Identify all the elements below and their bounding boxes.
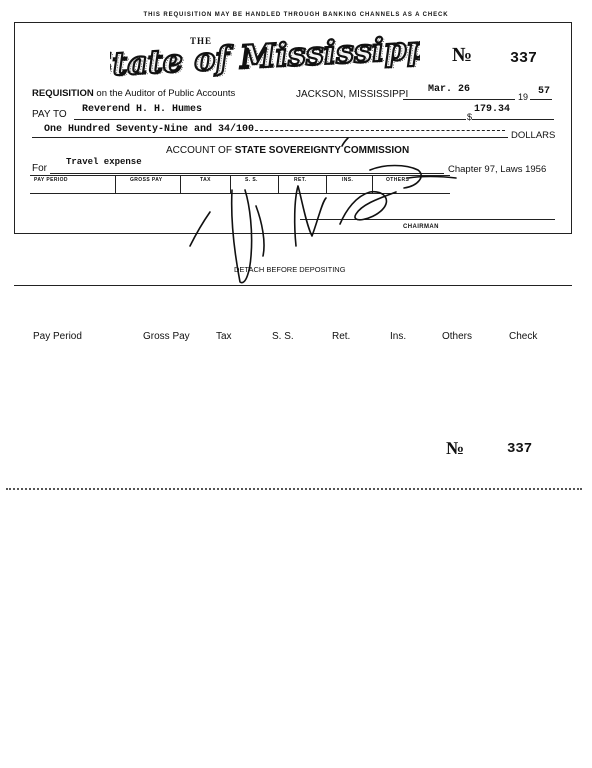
stub-number-label: № [446, 438, 465, 458]
logo-shadow-text: State of Mississippi [110, 33, 420, 79]
stub-col-ret: Ret. [332, 331, 351, 342]
stub-col-check: Check [509, 331, 538, 342]
payee-name: Reverend H. H. Humes [82, 104, 203, 115]
heading-the: THE [190, 36, 213, 46]
account-name: STATE SOVEREIGNTY COMMISSION [234, 145, 410, 156]
col-ret: RET. [294, 177, 307, 183]
col-tax: TAX [200, 177, 211, 183]
number-label: № [452, 44, 473, 66]
logo-title-text: State of Mississippi [110, 33, 420, 79]
stub-col-pay-period: Pay Period [33, 331, 82, 342]
col-gross-pay: GROSS PAY [130, 177, 163, 183]
requisition-rest: on the Auditor of Public Accounts [96, 88, 236, 99]
amount-in-words: One Hundred Seventy-Nine and 34/100 [44, 124, 255, 135]
account-prefix: ACCOUNT OF [166, 145, 232, 156]
stub-col-ss: S. S. [272, 331, 294, 342]
stub-number: 337 [507, 441, 533, 457]
place-label: JACKSON, MISSISSIPPI [296, 89, 409, 100]
detach-line [14, 285, 572, 286]
pay-to-label: PAY TO [32, 109, 67, 120]
stub-col-ins: Ins. [390, 331, 407, 342]
requisition-bold: REQUISITION [32, 88, 94, 99]
year-prefix: 19 [518, 92, 529, 102]
handwritten-signature [0, 0, 592, 300]
stub-col-others: Others [442, 331, 473, 342]
dollar-sign: $ [467, 112, 473, 122]
col-pay-period: PAY PERIOD [34, 177, 68, 183]
stub-col-tax: Tax [216, 331, 232, 342]
detach-notice: DETACH BEFORE DEPOSITING [234, 265, 346, 274]
date-month-day: Mar. 26 [428, 84, 471, 95]
banking-notice: THIS REQUISITION MAY BE HANDLED THROUGH BANKING CHANNELS AS A CHECK [143, 12, 449, 18]
for-value: Travel expense [66, 157, 142, 167]
for-label: For [32, 163, 47, 174]
check-number: 337 [510, 50, 538, 67]
dollars-label: DOLLARS [511, 130, 556, 141]
stub-col-gross-pay: Gross Pay [143, 331, 190, 342]
col-others: OTHERS [386, 177, 410, 183]
amount-figure: 179.34 [474, 104, 511, 115]
chairman-label: CHAIRMAN [403, 224, 439, 230]
col-ss: S. S. [245, 177, 258, 183]
perforated-bottom-edge [6, 488, 582, 490]
col-ins: INS. [342, 177, 354, 183]
year-suffix: 57 [538, 86, 551, 97]
chapter-reference: Chapter 97, Laws 1956 [448, 164, 547, 175]
